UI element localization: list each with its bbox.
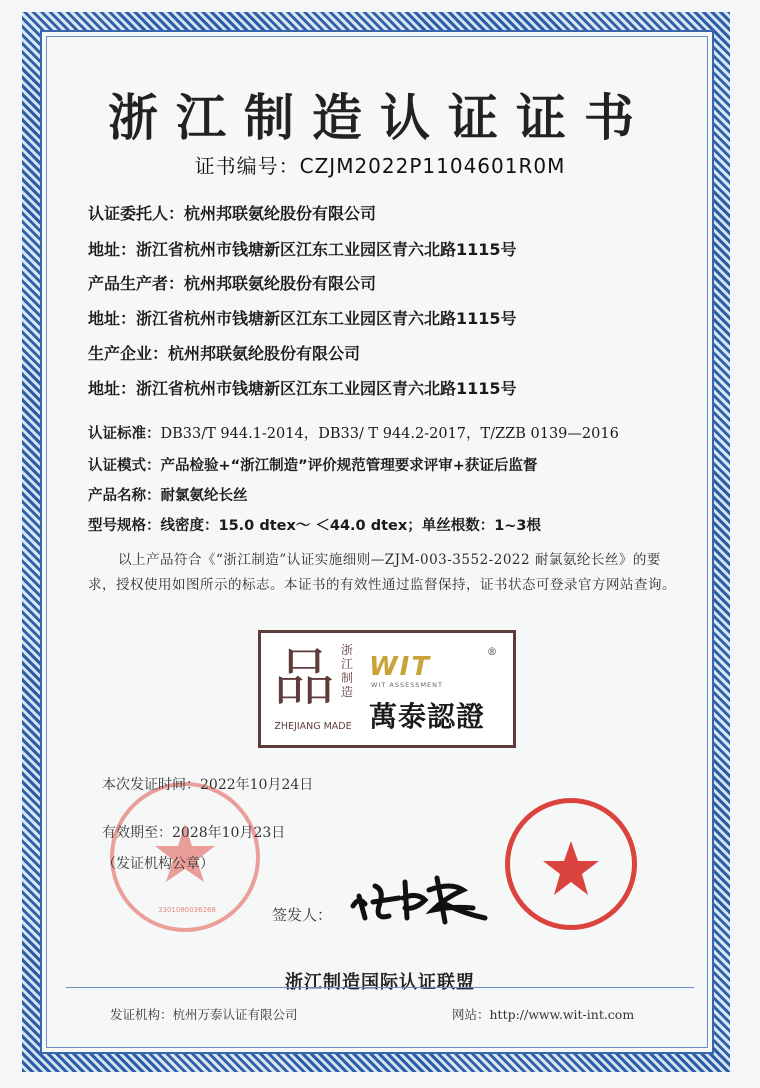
field-entrusting-party: 认证委托人：杭州邦联氨纶股份有限公司 <box>88 204 377 223</box>
field-manufacturer: 产品生产者：杭州邦联氨纶股份有限公司 <box>88 274 377 293</box>
field-address: 地址：浙江省杭州市钱塘新区江东工业园区青六北路1115号 <box>88 379 517 398</box>
wit-chinese-name: 萬泰認證 <box>369 700 486 733</box>
field-standard: 认证标准：DB33/T 944.1-2014，DB33/ T 944.2-2017，T/ZZB 0139—2016 <box>88 426 619 442</box>
field-address: 地址：浙江省杭州市钱塘新区江东工业园区青六北路1115号 <box>88 240 517 259</box>
certificate-title: 浙江制造认证证书 <box>108 88 652 147</box>
website: 网站：http://www.wit-int.com <box>452 1007 635 1022</box>
alliance-seal <box>505 798 637 930</box>
field-product-name: 产品名称：耐氯氨纶长丝 <box>88 488 248 504</box>
seal-note: （发证机构公章） <box>102 856 214 872</box>
wit-assessment-caption: WIT ASSESSMENT <box>371 681 443 689</box>
issuer-seal-number: 3301080036268 <box>158 906 216 914</box>
field-mode: 认证模式：产品检验+“浙江制造”评价规范管理要求评审+获证后监督 <box>88 458 538 474</box>
expiry-date: 有效期至：2028年10月23日 <box>102 825 286 841</box>
issuer-name: 发证机构：杭州万泰认证有限公司 <box>110 1007 298 1022</box>
zhejiang-made-mark: 品 <box>272 641 335 714</box>
footer-divider <box>66 987 694 988</box>
wit-logo-icon: WIT <box>369 652 432 682</box>
field-address: 地址：浙江省杭州市钱塘新区江东工业园区青六北路1115号 <box>88 309 517 328</box>
field-production-enterprise: 生产企业：杭州邦联氨纶股份有限公司 <box>88 344 361 363</box>
zhejiang-made-side-text: 浙江制造 <box>341 643 354 699</box>
registered-mark: ® <box>487 647 497 658</box>
handwritten-signature <box>345 868 505 928</box>
alliance-name: 浙江制造国际认证联盟 <box>285 972 475 993</box>
certificate-number: 证书编号：CZJM2022P1104601R0M <box>194 154 566 178</box>
certification-logos <box>258 630 516 748</box>
statement-paragraph: 以上产品符合《“浙江制造”认证实施细则—ZJM-003-3552-2022 耐氯氨纶长丝》的要求，授权使用如图所示的标志。本证书的有效性通过监督保持，证书状态可登录官方网站查询。 <box>88 552 676 593</box>
field-specification: 型号规格：线密度：15.0 dtex～ ＜44.0 dtex；单丝根数：1~3根 <box>88 518 542 534</box>
signer-label: 签发人： <box>272 906 333 924</box>
issue-date: 本次发证时间：2022年10月24日 <box>102 777 314 793</box>
zhejiang-made-caption: ZHEJIANG MADE <box>274 721 352 732</box>
